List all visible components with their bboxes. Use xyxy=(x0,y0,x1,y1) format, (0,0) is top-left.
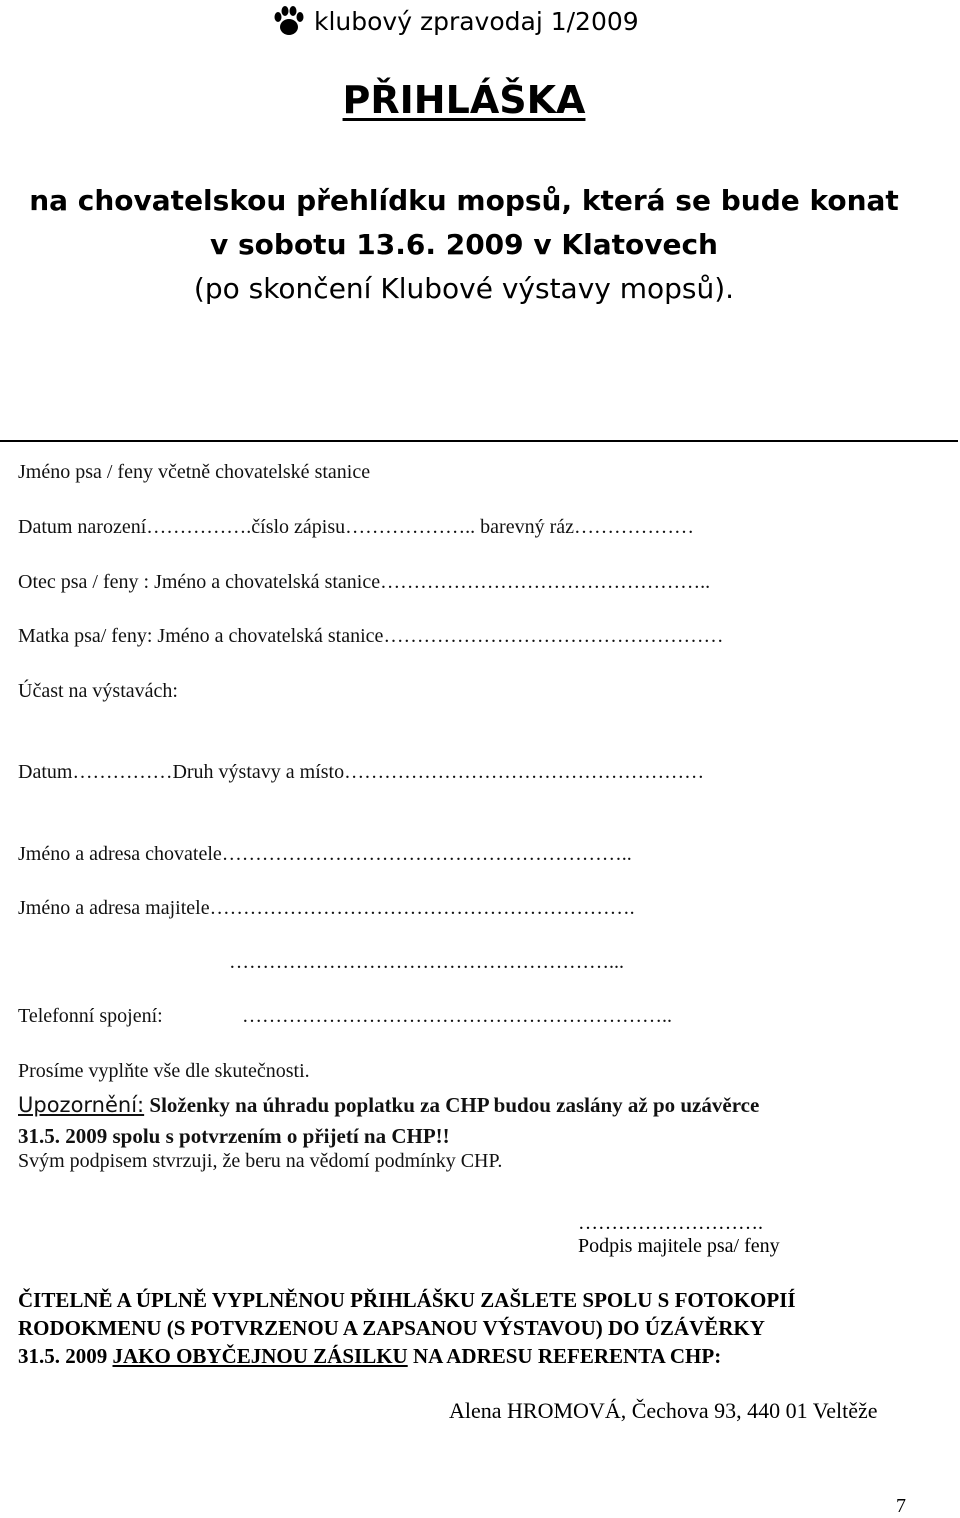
field-breeder[interactable] xyxy=(18,843,632,866)
owner-blank-line-2[interactable]: …………………………………………………... xyxy=(229,951,624,973)
address-intro-text: NA ADRESU REFERENTA CHP: xyxy=(407,1344,722,1368)
dam-blank[interactable]: …………………………………………… xyxy=(383,625,724,647)
header-text: klubový zpravodaj 1/2009 xyxy=(314,6,639,36)
instructions-line-2: RODOKMENU (S POTVRZENOU A ZAPSANOU VÝSTAVOU) DO ÚZÁVĚRKY xyxy=(18,1316,765,1340)
signature-blank[interactable]: ………………………. xyxy=(578,1212,763,1234)
owner-blank[interactable]: ………………………………………………………. xyxy=(209,897,635,919)
divider xyxy=(0,440,958,442)
field-dog-name[interactable] xyxy=(18,461,370,484)
signature-statement: Svým podpisem stvrzuji, že beru na vědomí podmínky CHP. xyxy=(18,1150,503,1172)
warning-line-1 xyxy=(18,1093,759,1118)
color-label: barevný ráz xyxy=(475,516,574,538)
breeder-blank[interactable]: …………………………………………………….. xyxy=(221,843,632,865)
field-sire[interactable] xyxy=(18,571,710,594)
fill-in-note: Prosíme vyplňte vše dle skutečnosti. xyxy=(18,1060,310,1082)
intro-line-3: (po skončení Klubové výstavy mopsů). xyxy=(193,272,735,305)
show-date-blank[interactable]: …………… xyxy=(72,761,173,783)
warning-text-1: Složenky na úhradu poplatku za CHP budou zaslány až po uzávěrce xyxy=(144,1093,760,1117)
reg-no-label: číslo zápisu xyxy=(251,516,346,538)
reg-no-blank[interactable]: ……………….. xyxy=(345,516,476,538)
birth-date-label: Datum narození xyxy=(18,516,147,538)
phone-blank[interactable]: ……………………………………………………….. xyxy=(242,1005,672,1027)
intro-line-1: na chovatelskou přehlídku mopsů, která se bude konat xyxy=(29,184,899,217)
field-dam[interactable] xyxy=(18,625,723,648)
field-dog-name-label: Jméno psa / feny včetně chovatelské stanice xyxy=(18,461,371,483)
field-owner[interactable] xyxy=(18,897,635,920)
breeder-label: Jméno a adresa chovatele xyxy=(18,843,222,865)
instructions-line-3 xyxy=(18,1344,721,1369)
newsletter-header xyxy=(272,4,639,38)
phone-label: Telefonní spojení: xyxy=(18,1005,163,1027)
deadline-text: 31.5. 2009 xyxy=(18,1344,113,1368)
referent-address: Alena HROMOVÁ, Čechova 93, 440 01 Veltěže xyxy=(449,1398,878,1423)
page-title: PŘIHLÁŠKA xyxy=(342,78,586,122)
show-type-label: Druh výstavy a místo xyxy=(172,761,345,783)
birth-date-blank[interactable]: ……………. xyxy=(146,516,252,538)
paw-print-icon xyxy=(272,4,306,38)
intro-line-2: v sobotu 13.6. 2009 v Klatovech xyxy=(210,228,718,261)
show-type-blank[interactable]: ……………………………………………… xyxy=(344,761,705,783)
sire-blank[interactable]: ………………………………………….. xyxy=(380,571,711,593)
field-show-date-type[interactable] xyxy=(18,761,704,784)
warning-line-2: 31.5. 2009 spolu s potvrzením o přijetí na CHP!! xyxy=(18,1124,450,1148)
mail-type-text: JAKO OBYČEJNOU ZÁSILKU xyxy=(112,1344,408,1368)
shows-heading: Účast na výstavách: xyxy=(18,680,178,702)
sire-label: Otec psa / feny : Jméno a chovatelská stanice xyxy=(18,571,381,593)
dam-label: Matka psa/ feny: Jméno a chovatelská stanice xyxy=(18,625,384,647)
warning-label: Upozornění: xyxy=(18,1093,145,1117)
page-number: 7 xyxy=(896,1495,906,1517)
show-date-label: Datum xyxy=(18,761,73,783)
instructions-line-1: ČITELNĚ A ÚPLNĚ VYPLNĚNOU PŘIHLÁŠKU ZAŠLETE SPOLU S FOTOKOPIÍ xyxy=(18,1288,796,1312)
owner-label: Jméno a adresa majitele xyxy=(18,897,210,919)
signature-label: Podpis majitele psa/ feny xyxy=(578,1235,780,1257)
field-birth-reg-color[interactable] xyxy=(18,516,694,539)
color-blank[interactable]: ……………… xyxy=(573,516,694,538)
